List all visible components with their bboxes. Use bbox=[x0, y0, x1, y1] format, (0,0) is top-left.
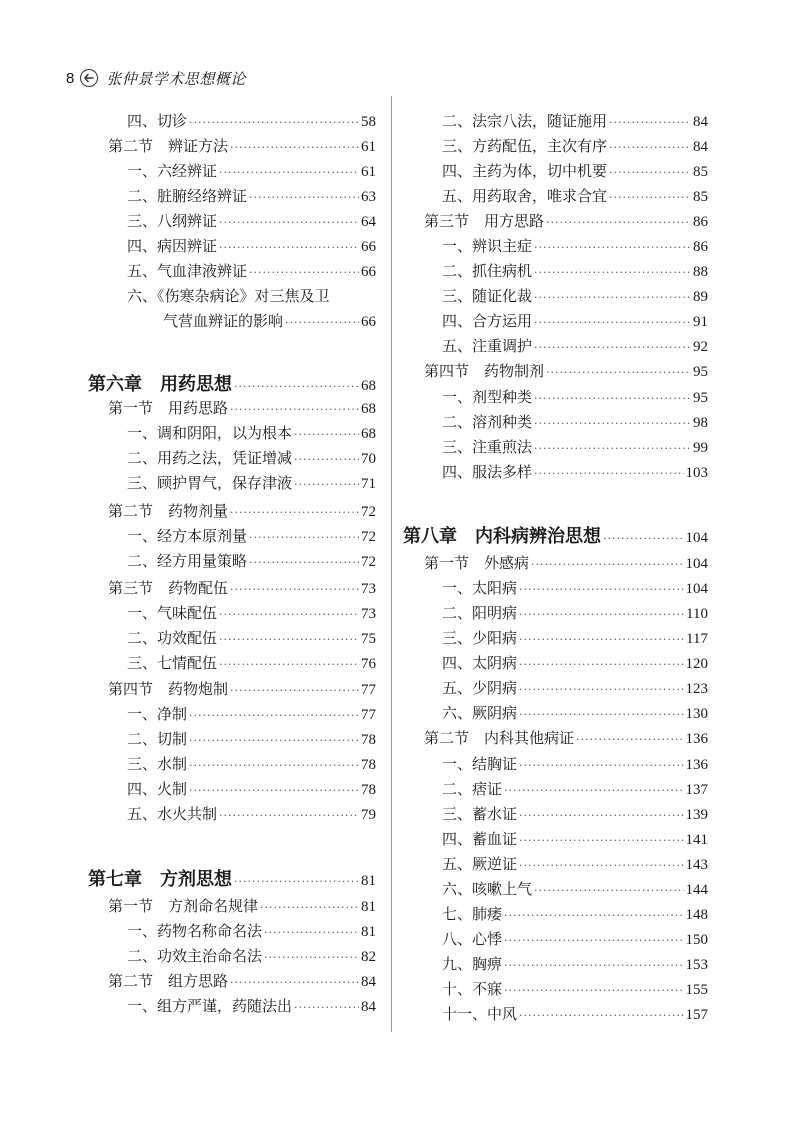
toc-entry[interactable] bbox=[127, 422, 376, 446]
toc-page-number: 76 bbox=[361, 656, 376, 672]
toc-page-number: 82 bbox=[361, 949, 376, 965]
toc-entry[interactable] bbox=[442, 828, 708, 852]
toc-entry-title: 第一节 外感病 bbox=[424, 554, 530, 572]
toc-page-number: 95 bbox=[693, 364, 708, 380]
toc-entry[interactable] bbox=[442, 627, 708, 651]
toc-entry[interactable] bbox=[442, 753, 708, 777]
leader-dots bbox=[519, 859, 683, 872]
toc-page-number: 84 bbox=[693, 139, 708, 155]
leader-dots bbox=[519, 708, 683, 721]
leader-dots bbox=[219, 633, 359, 646]
leader-dots bbox=[264, 951, 359, 964]
toc-entry-title: 第二节 辨证方法 bbox=[108, 137, 229, 155]
toc-entry[interactable] bbox=[127, 525, 376, 549]
toc-page-number: 84 bbox=[693, 114, 708, 130]
leader-dots bbox=[519, 683, 683, 696]
toc-page-number: 78 bbox=[361, 782, 376, 798]
toc-entry[interactable] bbox=[442, 461, 708, 485]
toc-entry-title: 九、胸痹 bbox=[442, 955, 503, 973]
toc-entry[interactable] bbox=[424, 210, 708, 234]
toc-entry-title: 第七章 方剂思想 bbox=[88, 869, 232, 889]
toc-page-number: 79 bbox=[361, 807, 376, 823]
toc-page-number: 68 bbox=[361, 378, 376, 394]
toc-entry[interactable] bbox=[442, 853, 708, 877]
toc-entry[interactable] bbox=[127, 995, 376, 1019]
toc-entry-title: 二、切制 bbox=[127, 730, 188, 748]
toc-entry-title: 第四节 药物炮制 bbox=[108, 680, 229, 698]
leader-dots bbox=[504, 909, 683, 922]
toc-entry-title: 第二节 组方思路 bbox=[108, 972, 229, 990]
toc-page-number: 72 bbox=[361, 529, 376, 545]
toc-page-number: 66 bbox=[361, 239, 376, 255]
toc-page-number: 73 bbox=[361, 581, 376, 597]
toc-entry-title: 四、切诊 bbox=[127, 112, 188, 130]
toc-entry-title: 四、合方运用 bbox=[442, 312, 533, 330]
toc-entry-title: 四、服法多样 bbox=[442, 463, 533, 481]
toc-page-number: 139 bbox=[685, 807, 708, 823]
leader-dots bbox=[504, 959, 683, 972]
toc-page-number: 157 bbox=[685, 1007, 708, 1023]
toc-entry[interactable] bbox=[442, 677, 708, 701]
toc-page-number: 77 bbox=[361, 707, 376, 723]
toc-page-number: 75 bbox=[361, 631, 376, 647]
toc-entry-title: 六、《伤寒杂病论》对三焦及卫 bbox=[127, 287, 330, 305]
toc-entry-title: 二、经方用量策略 bbox=[127, 552, 248, 570]
toc-entry-title: 四、蓄血证 bbox=[442, 830, 518, 848]
toc-page-number: 104 bbox=[685, 530, 708, 546]
toc-entry-title: 一、药物名称命名法 bbox=[127, 922, 263, 940]
toc-entry-title: 四、病因辨证 bbox=[127, 237, 218, 255]
toc-page-number: 68 bbox=[361, 401, 376, 417]
toc-entry[interactable] bbox=[127, 285, 376, 309]
leader-dots bbox=[534, 266, 691, 279]
toc-entry-title: 一、太阳病 bbox=[442, 579, 518, 597]
toc-entry[interactable] bbox=[442, 602, 708, 626]
leader-dots bbox=[249, 531, 359, 544]
toc-entry-title: 四、太阴病 bbox=[442, 654, 518, 672]
column-divider bbox=[391, 96, 392, 1032]
book-title: 张仲景学术思想概论 bbox=[106, 69, 246, 88]
toc-page-number: 63 bbox=[361, 189, 376, 205]
toc-entry[interactable] bbox=[442, 386, 708, 410]
leader-dots bbox=[534, 341, 691, 354]
toc-entry[interactable] bbox=[424, 727, 708, 751]
toc-entry[interactable] bbox=[127, 160, 376, 184]
toc-entry-title: 三、少阳病 bbox=[442, 629, 518, 647]
toc-page-number: 86 bbox=[693, 239, 708, 255]
leader-dots bbox=[519, 809, 683, 822]
leader-dots bbox=[534, 417, 691, 430]
toc-entry[interactable] bbox=[442, 577, 708, 601]
leader-dots bbox=[219, 166, 359, 179]
toc-entry-title: 七、肺痿 bbox=[442, 905, 503, 923]
toc-entry-title: 二、功效配伍 bbox=[127, 629, 218, 647]
toc-entry-title: 第四节 药物制剂 bbox=[424, 362, 545, 380]
leader-dots bbox=[230, 976, 359, 989]
toc-entry[interactable] bbox=[442, 652, 708, 676]
leader-dots bbox=[234, 380, 359, 393]
toc-page-number: 141 bbox=[685, 832, 708, 848]
toc-page-number: 144 bbox=[685, 882, 708, 898]
toc-entry[interactable] bbox=[442, 702, 708, 726]
leader-dots bbox=[219, 809, 359, 822]
leader-dots bbox=[234, 875, 359, 888]
toc-entry[interactable] bbox=[127, 753, 376, 777]
leader-dots bbox=[519, 759, 683, 772]
toc-page-number: 68 bbox=[361, 426, 376, 442]
leader-dots bbox=[609, 116, 691, 129]
toc-entry-title: 二、法宗八法，随证施用 bbox=[442, 112, 608, 130]
toc-entry[interactable] bbox=[127, 110, 376, 134]
leader-dots bbox=[609, 166, 691, 179]
leader-dots bbox=[294, 478, 359, 491]
leader-dots bbox=[534, 442, 691, 455]
toc-page-number: 143 bbox=[685, 857, 708, 873]
toc-entry-title: 三、水制 bbox=[127, 755, 188, 773]
toc-entry[interactable] bbox=[127, 627, 376, 651]
toc-page-number: 89 bbox=[693, 289, 708, 305]
toc-entry[interactable] bbox=[127, 447, 376, 471]
toc-entry[interactable] bbox=[108, 577, 376, 601]
leader-dots bbox=[219, 216, 359, 229]
toc-page-number: 153 bbox=[685, 957, 708, 973]
leader-dots bbox=[249, 556, 359, 569]
toc-entry[interactable] bbox=[127, 703, 376, 727]
toc-entry-title: 二、抓住病机 bbox=[442, 262, 533, 280]
toc-entry-title: 一、气味配伍 bbox=[127, 604, 218, 622]
toc-entry-title: 三、八纲辨证 bbox=[127, 212, 218, 230]
toc-page-number: 103 bbox=[685, 465, 708, 481]
leader-dots bbox=[519, 834, 683, 847]
toc-entry-title: 五、用药取舍，唯求合宜 bbox=[442, 187, 608, 205]
toc-entry-title: 第二节 药物剂量 bbox=[108, 502, 229, 520]
page-number: 8 bbox=[66, 69, 75, 87]
toc-chapter[interactable] bbox=[403, 522, 708, 546]
leader-dots bbox=[249, 266, 359, 279]
toc-entry-title: 一、六经辨证 bbox=[127, 162, 218, 180]
toc-page-number: 61 bbox=[361, 139, 376, 155]
toc-entry-title: 三、七情配伍 bbox=[127, 654, 218, 672]
leader-dots bbox=[534, 884, 683, 897]
toc-entry[interactable] bbox=[108, 397, 376, 421]
toc-entry-title: 二、阳明病 bbox=[442, 604, 518, 622]
toc-entry-title: 第二节 内科其他病证 bbox=[424, 729, 575, 747]
toc-entry[interactable] bbox=[442, 928, 708, 952]
toc-page-number: 72 bbox=[361, 554, 376, 570]
leader-dots bbox=[230, 403, 359, 416]
toc-entry-title: 二、功效主治命名法 bbox=[127, 947, 263, 965]
toc-entry-title: 气营血辨证的影响 bbox=[163, 312, 284, 330]
toc-entry[interactable] bbox=[442, 335, 708, 359]
toc-entry-title: 三、注重煎法 bbox=[442, 438, 533, 456]
page-header bbox=[66, 66, 246, 90]
toc-entry[interactable] bbox=[442, 185, 708, 209]
toc-page-number: 77 bbox=[361, 682, 376, 698]
toc-entry-title: 五、水火共制 bbox=[127, 805, 218, 823]
toc-page-number: 81 bbox=[361, 924, 376, 940]
toc-page-number: 137 bbox=[685, 782, 708, 798]
toc-entry-title: 一、结胸证 bbox=[442, 755, 518, 773]
toc-entry[interactable] bbox=[127, 778, 376, 802]
toc-entry-title: 三、顾护胃气，保存津液 bbox=[127, 474, 293, 492]
toc-entry[interactable] bbox=[127, 235, 376, 259]
toc-page-number: 91 bbox=[693, 314, 708, 330]
toc-page-number: 110 bbox=[686, 606, 708, 622]
toc-entry-title: 十、不寐 bbox=[442, 980, 503, 998]
toc-entry[interactable] bbox=[442, 436, 708, 460]
toc-entry-title: 五、注重调护 bbox=[442, 337, 533, 355]
toc-entry[interactable] bbox=[108, 135, 376, 159]
leader-dots bbox=[519, 658, 683, 671]
toc-page-number: 81 bbox=[361, 873, 376, 889]
leader-dots bbox=[219, 608, 359, 621]
toc-entry[interactable] bbox=[442, 310, 708, 334]
leader-dots bbox=[546, 216, 691, 229]
leader-dots bbox=[534, 241, 691, 254]
leader-dots bbox=[264, 926, 359, 939]
toc-page-number: 88 bbox=[693, 264, 708, 280]
toc-entry-title: 一、调和阴阳，以为根本 bbox=[127, 424, 293, 442]
toc-page-number: 104 bbox=[685, 556, 708, 572]
toc-entry-title: 一、辨识主症 bbox=[442, 237, 533, 255]
toc-entry[interactable] bbox=[442, 903, 708, 927]
toc-page-number: 117 bbox=[686, 631, 708, 647]
leader-dots bbox=[546, 366, 691, 379]
leader-dots bbox=[285, 316, 359, 329]
toc-entry-title: 第三节 药物配伍 bbox=[108, 579, 229, 597]
toc-entry[interactable] bbox=[127, 550, 376, 574]
leader-dots bbox=[260, 901, 359, 914]
toc-entry[interactable] bbox=[127, 210, 376, 234]
toc-chapter[interactable] bbox=[88, 865, 376, 889]
toc-page-number: 81 bbox=[361, 899, 376, 915]
leader-dots bbox=[534, 316, 691, 329]
toc-entry[interactable] bbox=[442, 803, 708, 827]
toc-entry-title: 五、厥逆证 bbox=[442, 855, 518, 873]
toc-entry[interactable] bbox=[127, 803, 376, 827]
toc-entry-title: 八、心悸 bbox=[442, 930, 503, 948]
toc-entry[interactable] bbox=[127, 920, 376, 944]
toc-chapter[interactable] bbox=[88, 370, 376, 394]
toc-entry-title: 六、咳嗽上气 bbox=[442, 880, 533, 898]
leader-dots bbox=[294, 1001, 359, 1014]
toc-page-number: 95 bbox=[693, 390, 708, 406]
leader-dots bbox=[219, 658, 359, 671]
leader-dots bbox=[531, 558, 683, 571]
toc-page-number: 92 bbox=[693, 339, 708, 355]
leader-dots bbox=[189, 759, 359, 772]
toc-entry[interactable] bbox=[127, 472, 376, 496]
toc-entry[interactable] bbox=[442, 1003, 708, 1027]
toc-page-number: 155 bbox=[685, 982, 708, 998]
toc-entry[interactable] bbox=[127, 728, 376, 752]
leader-dots bbox=[609, 141, 691, 154]
toc-entry[interactable] bbox=[108, 678, 376, 702]
toc-entry[interactable] bbox=[442, 953, 708, 977]
leader-dots bbox=[219, 241, 359, 254]
leader-dots bbox=[534, 467, 683, 480]
toc-entry-title: 一、经方本原剂量 bbox=[127, 527, 248, 545]
leader-dots bbox=[534, 291, 691, 304]
leader-dots bbox=[249, 191, 359, 204]
toc-entry-title: 一、净制 bbox=[127, 705, 188, 723]
toc-page-number: 86 bbox=[693, 214, 708, 230]
toc-page-number: 99 bbox=[693, 440, 708, 456]
toc-page-number: 85 bbox=[693, 164, 708, 180]
toc-entry[interactable] bbox=[442, 978, 708, 1002]
toc-entry[interactable] bbox=[424, 360, 708, 384]
toc-entry[interactable] bbox=[163, 310, 376, 334]
toc-entry[interactable] bbox=[108, 895, 376, 919]
toc-page-number: 66 bbox=[361, 314, 376, 330]
toc-entry[interactable] bbox=[127, 185, 376, 209]
toc-page-number: 84 bbox=[361, 999, 376, 1015]
toc-entry-title: 第八章 内科病辨治思想 bbox=[403, 526, 601, 546]
leader-dots bbox=[504, 784, 683, 797]
leader-dots bbox=[230, 684, 359, 697]
toc-entry-title: 第六章 用药思想 bbox=[88, 374, 232, 394]
leader-dots bbox=[189, 784, 359, 797]
toc-page-number: 61 bbox=[361, 164, 376, 180]
toc-page-number: 136 bbox=[685, 757, 708, 773]
toc-page-number: 123 bbox=[685, 681, 708, 697]
toc-entry-title: 五、少阴病 bbox=[442, 679, 518, 697]
toc-entry[interactable] bbox=[424, 552, 708, 576]
toc-entry-title: 二、脏腑经络辨证 bbox=[127, 187, 248, 205]
toc-entry[interactable] bbox=[108, 970, 376, 994]
toc-entry-title: 二、痞证 bbox=[442, 780, 503, 798]
toc-entry[interactable] bbox=[127, 602, 376, 626]
toc-entry[interactable] bbox=[442, 878, 708, 902]
toc-page-number: 73 bbox=[361, 606, 376, 622]
leader-dots bbox=[519, 583, 683, 596]
toc-entry-title: 二、用药之法，凭证增减 bbox=[127, 449, 293, 467]
toc-page-number: 150 bbox=[685, 932, 708, 948]
toc-page-number: 120 bbox=[685, 656, 708, 672]
toc-entry[interactable] bbox=[127, 260, 376, 284]
toc-entry-title: 四、主药为体，切中机要 bbox=[442, 162, 608, 180]
toc-entry-title: 第三节 用方思路 bbox=[424, 212, 545, 230]
toc-page-number: 78 bbox=[361, 732, 376, 748]
toc-page-number: 71 bbox=[361, 476, 376, 492]
toc-page-number: 104 bbox=[685, 581, 708, 597]
toc-page-number: 58 bbox=[361, 114, 376, 130]
leader-dots bbox=[504, 984, 683, 997]
leader-dots bbox=[534, 392, 691, 405]
toc-entry-title: 二、溶剂种类 bbox=[442, 413, 533, 431]
toc-entry-title: 五、气血津液辨证 bbox=[127, 262, 248, 280]
leader-dots bbox=[294, 428, 359, 441]
leader-dots bbox=[189, 709, 359, 722]
toc-entry-title: 一、剂型种类 bbox=[442, 388, 533, 406]
toc-page-number: 72 bbox=[361, 504, 376, 520]
toc-entry-title: 第一节 方剂命名规律 bbox=[108, 897, 259, 915]
leader-dots bbox=[189, 734, 359, 747]
toc-page-number: 84 bbox=[361, 974, 376, 990]
toc-entry-title: 一、组方严谨，药随法出 bbox=[127, 997, 293, 1015]
toc-entry[interactable] bbox=[442, 160, 708, 184]
toc-entry-title: 三、蓄水证 bbox=[442, 805, 518, 823]
toc-entry[interactable] bbox=[442, 260, 708, 284]
leader-dots bbox=[189, 116, 359, 129]
leader-dots bbox=[603, 532, 684, 545]
toc-page-number: 136 bbox=[685, 731, 708, 747]
toc-page-number: 78 bbox=[361, 757, 376, 773]
toc-entry[interactable] bbox=[127, 652, 376, 676]
toc-entry-title: 三、随证化裁 bbox=[442, 287, 533, 305]
toc-entry[interactable] bbox=[442, 411, 708, 435]
toc-entry[interactable] bbox=[442, 285, 708, 309]
toc-entry-title: 六、厥阴病 bbox=[442, 704, 518, 722]
toc-entry[interactable] bbox=[442, 235, 708, 259]
toc-entry[interactable] bbox=[442, 110, 708, 134]
leader-dots bbox=[519, 633, 684, 646]
toc-entry[interactable] bbox=[442, 778, 708, 802]
leader-dots bbox=[230, 506, 359, 519]
leader-dots bbox=[230, 141, 359, 154]
toc-page-number: 66 bbox=[361, 264, 376, 280]
toc-page-number: 85 bbox=[693, 189, 708, 205]
toc-entry-title: 十一、中风 bbox=[442, 1005, 518, 1023]
toc-page-number: 148 bbox=[685, 907, 708, 923]
leader-dots bbox=[504, 934, 683, 947]
toc-page-number: 70 bbox=[361, 451, 376, 467]
toc-page-number: 98 bbox=[693, 415, 708, 431]
leader-dots bbox=[576, 733, 683, 746]
toc-entry-title: 三、方药配伍，主次有序 bbox=[442, 137, 608, 155]
leader-dots bbox=[294, 453, 359, 466]
leader-dots bbox=[230, 583, 359, 596]
toc-page-number: 130 bbox=[685, 706, 708, 722]
back-arrow-icon bbox=[80, 69, 98, 87]
leader-dots bbox=[519, 1009, 683, 1022]
leader-dots bbox=[519, 608, 684, 621]
toc-entry-title: 四、火制 bbox=[127, 780, 188, 798]
toc-page-number: 64 bbox=[361, 214, 376, 230]
toc-entry[interactable] bbox=[127, 945, 376, 969]
leader-dots bbox=[609, 191, 691, 204]
toc-entry-title: 第一节 用药思路 bbox=[108, 399, 229, 417]
toc-entry[interactable] bbox=[442, 135, 708, 159]
toc-entry[interactable] bbox=[108, 500, 376, 524]
